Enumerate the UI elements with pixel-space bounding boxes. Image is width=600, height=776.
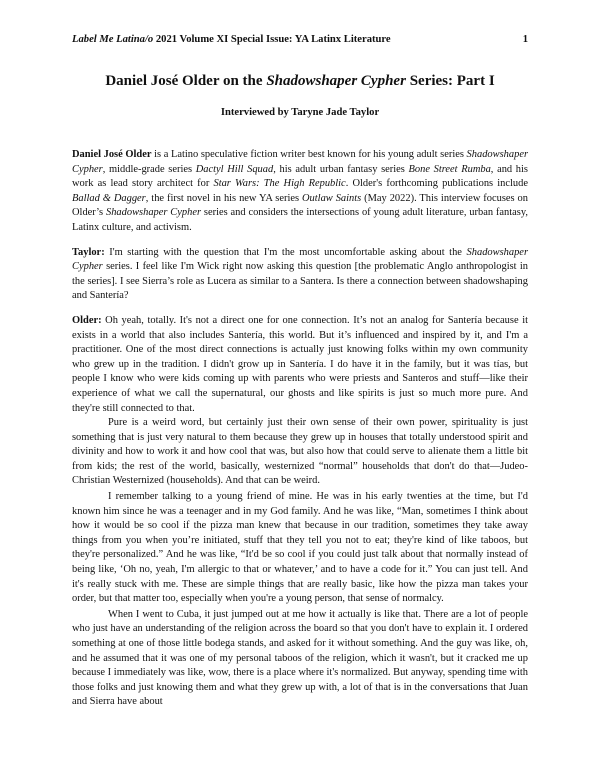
- page-number: 1: [522, 34, 528, 45]
- journal-citation: [72, 34, 391, 45]
- speaker-label: Taylor:: [72, 246, 105, 258]
- article-title: [60, 72, 540, 90]
- text-run: Oh yeah, totally. It's not a direct one for one connection. It’s not an analog for Santería because it exists in a world that also includes Santería, this world. But it’s influenced and inspired by it, and I'm a practitioner. One of the most direct connections is actually just knowing folks within my own community who grew up in the tradition. I didn't grow up in Santería. I do have it in the family, but it was tías, but people I know who were kids coming up with parents who were priests and Santeros and stuff—like their experience of what we call the supernatural, our ghosts and like spirits is just so much more pure. And they're still connected to that.: [72, 314, 528, 414]
- text-run: , and his work as lead story architect for: [72, 163, 528, 190]
- text-run: series and considers the intersections of young adult literature, urban fantasy, Latinx culture, and activism.: [72, 207, 528, 233]
- italic-title: Shadowshaper Cypher: [72, 246, 528, 273]
- italic-title: Outlaw Saints: [302, 192, 362, 204]
- article-body: [72, 148, 528, 710]
- intro-paragraph: [72, 148, 528, 236]
- italic-title: Ballad & Dagger: [72, 192, 146, 204]
- question-paragraph: [72, 246, 528, 304]
- italic-title: Star Wars: The High Republic: [213, 178, 346, 190]
- italic-title: Bone Street Rumba: [408, 163, 491, 175]
- answer-paragraph: I remember talking to a young friend of mine. He was in his early twenties at the time, but I'd known him since he was a teenager and in my God family. And he was like, “Man, sometimes I think about how it would be so cool if the pizza man knew that because in our tradition, sometimes they take away things from you when you’re initiated, stuff that they tell you not to eat; they're kind of like taboos, but they're personalized.” And he was like, “It'd be so cool if you could just talk about that normally instead of being like, ‘Oh no, yeah, I'm allergic to that or whatever,’ and to have a code for it.” You can just tell. And it's really stuck with me. These are simple things that are really basic, like how the pizza man takes your order, but that matter too, especially when you're a young person, that sense of normalcy.: [72, 491, 528, 605]
- title-series: Shadowshaper Cypher: [266, 73, 406, 89]
- italic-title: Shadowshaper Cypher: [105, 207, 202, 219]
- answer-paragraph: Pure is a weird word, but certainly just their own sense of their own power, spirituality is just something that is just very natural to them because they grew up in houses that totally understood spirit and divinity and how to work it and how cool that was, but also how that could serve to alienate them a little bit from kids; the rest of the world, basically, westernized “normal” households that don't do that—Judeo-Christian Westernized (households). And that can be weird.: [72, 417, 528, 487]
- author-name: Daniel José Older: [72, 149, 152, 160]
- text-run: (May 2022). This interview focuses on Older’s: [72, 192, 528, 219]
- issue-info: 2021 Volume XI Special Issue: YA Latinx Literature: [155, 34, 391, 45]
- text-run: , middle-grade series: [102, 163, 196, 175]
- italic-title: Shadowshaper Cypher: [72, 149, 529, 175]
- title-prefix: Daniel José Older on the: [105, 73, 267, 89]
- text-run: . Older's forthcoming publications include: [345, 178, 529, 190]
- text-run: series. I feel like I'm Wick right now asking this question [the problematic Anglo anthropologist in the series]. I see Sierra’s role as Lucera as similar to a Santera. Is there a connection between shadowshaping and Santería?: [72, 261, 528, 302]
- running-header: [72, 34, 528, 45]
- text-run: is a Latino speculative fiction writer best known for his young adult series: [151, 149, 467, 160]
- journal-name: Label Me Latina/o: [72, 34, 154, 45]
- text-run: , the first novel in his new YA series: [145, 192, 303, 204]
- italic-title: Dactyl Hill Squad: [195, 163, 274, 175]
- speaker-label: Older:: [72, 314, 102, 326]
- byline: Interviewed by Taryne Jade Taylor: [220, 107, 380, 118]
- title-suffix: Series: Part I: [405, 73, 495, 89]
- answer-paragraph: When I went to Cuba, it just jumped out at me how it actually is like that. There are a lot of people who just have an understanding of the religion across the board so that you don't have to explain it. I ordered something at one of those little bodega stands, and asked for it without something. And the guy was like, oh, and he assumed that it was one of my personal taboos of the religion, which it wasn't, but it cracked me up because I immediately was like, wow, there is a place where it's normalized. But anyway, spending time with those folks and just knowing them and what they grew up with, a lot of that is in the conversations that Juan and Sierra have about: [72, 608, 528, 708]
- text-run: , his adult urban fantasy series: [273, 163, 409, 175]
- answer-paragraph: [72, 314, 528, 416]
- text-run: I'm starting with the question that I'm the most uncomfortable asking about the: [104, 246, 467, 258]
